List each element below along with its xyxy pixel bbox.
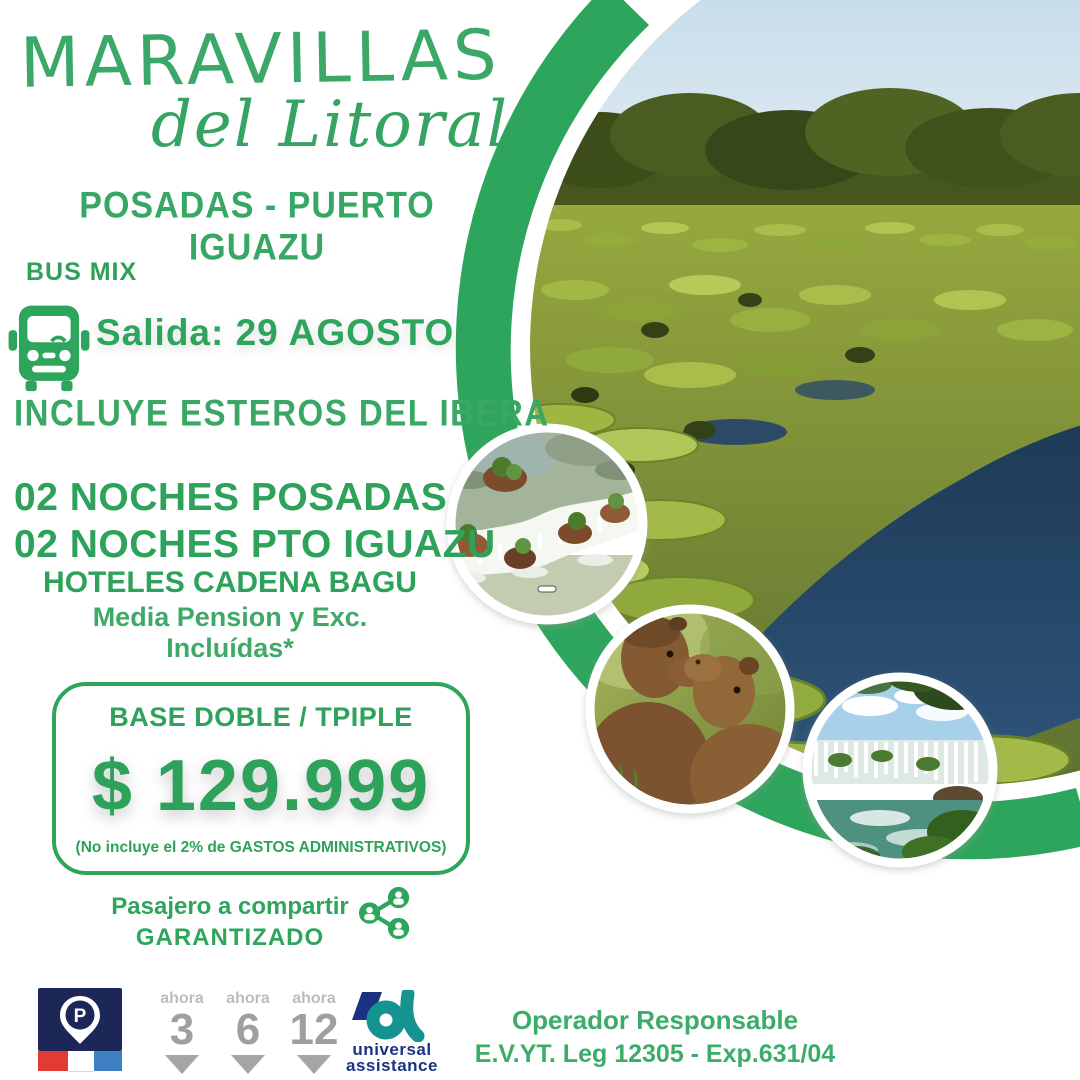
operator-line1: Operador Responsable [511, 1005, 799, 1035]
agency-pin-logo [38, 988, 122, 1072]
universal-assistance-a-icon [334, 990, 450, 1042]
nights-posadas-text: 02 NOCHES POSADAS [14, 476, 448, 519]
price-note: (No incluye el 2% de GASTOS ADMINISTRATIVOS) [75, 839, 447, 856]
includes-text: INCLUYE ESTEROS DEL IBERA [14, 391, 550, 434]
operator-info [460, 1005, 850, 1069]
price-amount: $ 129.999 [91, 746, 431, 826]
board-text: Media Pension y Exc. Incluídas* [92, 602, 368, 663]
operator-line2: E.V.YT. Leg 12305 - Exp.631/04 [474, 1040, 836, 1068]
ahora-value: 12 [289, 1005, 339, 1054]
flag-white-block [68, 1051, 94, 1072]
sharing-line1: Pasajero a compartir [111, 893, 349, 920]
hotels-text: HOTELES CADENA BAGU [43, 566, 417, 599]
down-triangle-icon [165, 1055, 199, 1074]
bus-icon [6, 300, 92, 394]
payment-plan-3 [156, 990, 208, 1074]
bus-mix-label: BUS MIX [26, 258, 138, 286]
pin-logo-flag-strip [38, 1051, 122, 1071]
nights-iguazu-text: 02 NOCHES PTO IGUAZU [14, 523, 496, 566]
payment-plan-12 [288, 990, 340, 1074]
universal-assistance-logo [334, 990, 450, 1074]
page-subtitle: del Litoral [150, 88, 510, 162]
sharing-block [100, 893, 360, 952]
ahora-label: ahora [226, 990, 270, 1007]
map-pin-p-icon [56, 994, 104, 1048]
price-box [52, 682, 470, 875]
flag-red-block [38, 1051, 68, 1071]
down-triangle-icon [297, 1055, 331, 1074]
ahora-label: ahora [292, 990, 336, 1007]
route-text: POSADAS - PUERTO IGUAZU [79, 184, 435, 269]
ahora-label: ahora [160, 990, 204, 1007]
ahora-value: 6 [235, 1005, 261, 1054]
down-triangle-icon [231, 1055, 265, 1074]
ahora-value: 3 [169, 1005, 195, 1054]
payment-plans [156, 990, 340, 1074]
svg-text:P: P [73, 1006, 87, 1027]
flag-blue-block [94, 1051, 122, 1071]
page-title: MARAVILLAS [19, 15, 503, 104]
sharing-line2: GARANTIZADO [135, 924, 325, 951]
price-base-label: BASE DOBLE / TPIPLE [109, 702, 413, 732]
universal-text: universal [352, 1040, 432, 1059]
share-network-icon [356, 884, 414, 942]
departure-text: Salida: 29 AGOSTO [96, 312, 455, 353]
assistance-text: assistance [346, 1056, 438, 1075]
payment-plan-6 [222, 990, 274, 1074]
